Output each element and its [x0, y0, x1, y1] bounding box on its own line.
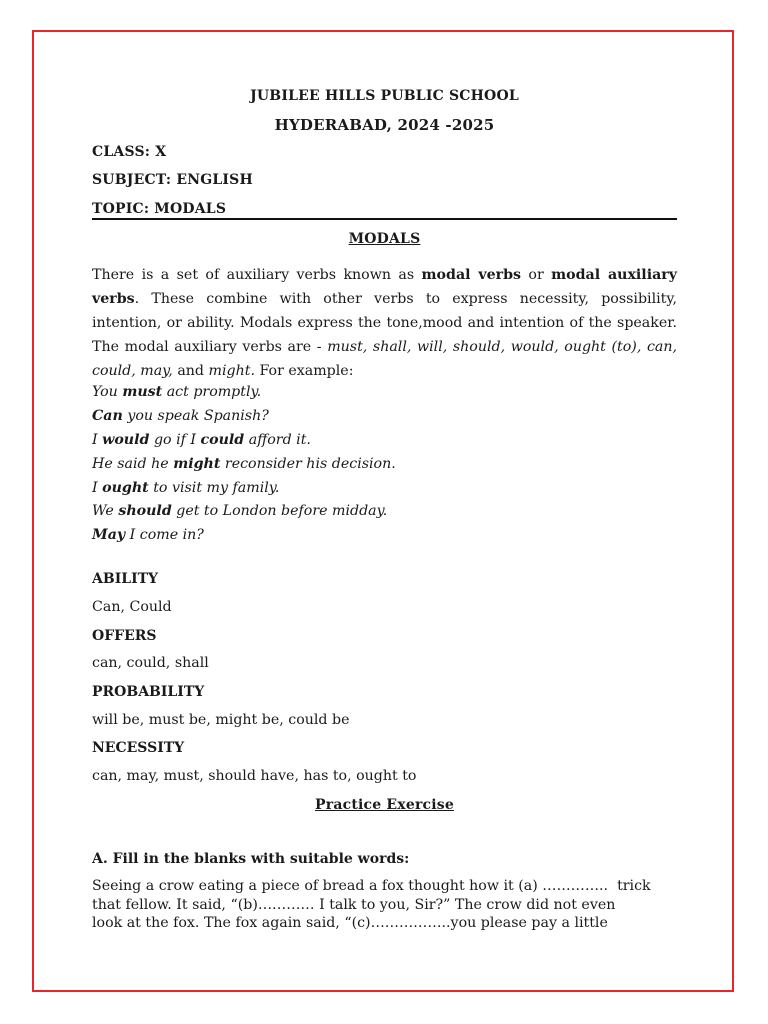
section-value-probability: will be, must be, might be, could be [92, 712, 350, 728]
intro-text-4: and [172, 363, 209, 379]
intro-text-2: or [521, 267, 552, 283]
section-heading-necessity: NECESSITY [92, 740, 185, 756]
example-text: You [92, 384, 123, 400]
intro-italic-2: might. [208, 363, 255, 379]
practice-title: Practice Exercise [315, 797, 454, 813]
section-value-ability: Can, Could [92, 599, 172, 615]
example-modal: Can [92, 408, 123, 424]
example-text: We [92, 503, 119, 519]
intro-text-1: There is a set of auxiliary verbs known as [92, 267, 422, 283]
exercise-a-heading: A. Fill in the blanks with suitable words: [92, 851, 410, 867]
example-text: you speak Spanish? [122, 408, 269, 424]
page-title: MODALS [348, 231, 421, 247]
city-year: HYDERABAD, 2024 -2025 [274, 116, 495, 134]
example-sentence [92, 480, 279, 496]
subject-label: SUBJECT: ENGLISH [92, 172, 253, 188]
example-text: afford it. [244, 432, 311, 448]
intro-bold-1: modal verbs [421, 267, 522, 283]
school-name: JUBILEE HILLS PUBLIC SCHOOL [250, 88, 519, 104]
passage-line: that fellow. It said, “(b)………… I talk to you, Sir?” The crow did not even [92, 896, 616, 913]
example-modal: ought [102, 480, 149, 496]
example-sentence [92, 384, 261, 400]
example-sentence [92, 408, 269, 424]
passage-line: Seeing a crow eating a piece of bread a fox thought how it (a) ………….. trick [92, 878, 651, 894]
section-value-offers: can, could, shall [92, 655, 209, 671]
example-text: I [92, 432, 103, 448]
header-rule [92, 218, 677, 220]
intro-italic-1: must, shall, will, should, would, ought (to), can, could, may, [92, 339, 677, 379]
passage-line: look at the fox. The fox again said, “(c)……………..you please pay a little [92, 915, 608, 931]
intro-bold-2: modal auxiliary verbs [92, 267, 677, 307]
example-text: reconsider his decision. [220, 456, 396, 472]
example-modal: might [173, 456, 221, 472]
example-modal: must [122, 384, 163, 400]
intro-text-5: For example: [254, 363, 354, 379]
example-text: go if I [149, 432, 201, 448]
example-modal: could [200, 432, 245, 448]
exercise-a-passage [92, 877, 692, 933]
section-heading-offers: OFFERS [92, 628, 157, 644]
example-modal: would [102, 432, 150, 448]
section-value-necessity: can, may, must, should have, has to, ought to [92, 768, 417, 784]
example-text: get to London before midday. [171, 503, 388, 519]
example-modal: May [92, 527, 126, 543]
example-sentence [92, 527, 204, 543]
topic-label: TOPIC: MODALS [92, 201, 227, 217]
example-text: to visit my family. [148, 480, 280, 496]
example-sentence [92, 503, 387, 519]
section-heading-ability: ABILITY [92, 571, 159, 587]
example-modal: should [118, 503, 172, 519]
class-label: CLASS: X [92, 144, 167, 160]
example-text: act promptly. [162, 384, 262, 400]
example-sentence [92, 456, 396, 472]
example-text: He said he [92, 456, 174, 472]
section-heading-probability: PROBABILITY [92, 684, 205, 700]
example-text: I [92, 480, 103, 496]
intro-paragraph [92, 263, 677, 383]
intro-text-3: . These combine with other verbs to express necessity, possibility, intention, or ability. Modals express the tone,mood and intention of the speaker. The modal auxiliary verbs are - [92, 291, 677, 355]
example-sentence [92, 432, 311, 448]
example-text: I come in? [125, 527, 204, 543]
